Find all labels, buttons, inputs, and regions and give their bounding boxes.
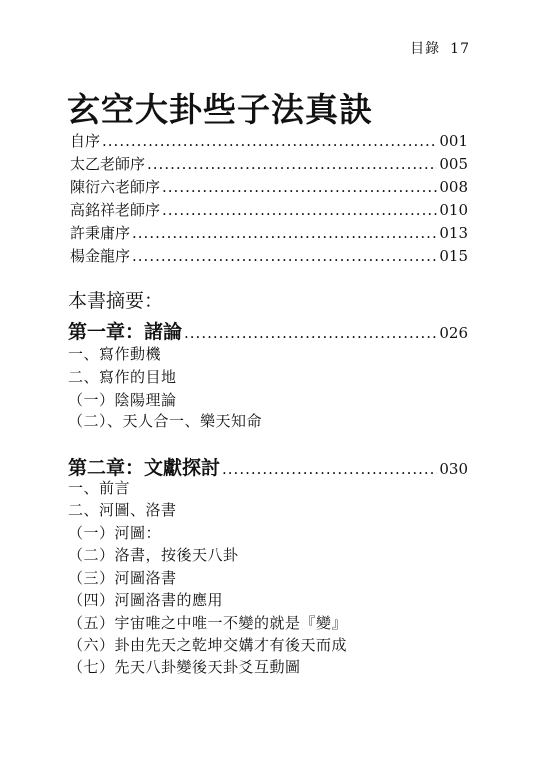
dot-leader: [162, 177, 437, 197]
chapter-2-item: 一、前言: [68, 479, 131, 497]
chapter-2-item: （一）河圖：: [68, 524, 162, 542]
toc-entry-label: 楊金龍序: [70, 247, 131, 265]
chapter-2-item: （七）先天八卦變後天卦爻互動圖: [68, 658, 301, 676]
toc-entry-page: 010: [439, 201, 468, 219]
toc-entry[interactable]: [70, 131, 468, 151]
chapter-1-page: 026: [439, 324, 468, 342]
header-page-number: 17: [450, 41, 470, 57]
toc-entry-label: 高銘祥老師序: [70, 201, 161, 219]
toc-entry-label: 許秉庸序: [70, 224, 131, 242]
toc-entry[interactable]: [70, 154, 468, 174]
dot-leader: [222, 460, 437, 478]
page-header: [410, 38, 470, 58]
header-section-label: 目錄: [410, 41, 441, 57]
chapter-2-item: （六）卦由先天之乾坤交媾才有後天而成: [68, 636, 348, 654]
dot-leader: [147, 154, 437, 174]
toc-entry-label: 陳衍六老師序: [70, 178, 161, 196]
chapter-2-entry[interactable]: [68, 453, 468, 480]
toc-entry-page: 008: [439, 178, 468, 196]
toc-entry-page: 013: [439, 224, 468, 242]
chapter-2-item: 二、河圖、洛書: [68, 501, 177, 519]
chapter-1-label: 第一章：諸論: [68, 321, 183, 343]
toc-entry-label: 太乙老師序: [70, 155, 146, 173]
chapter-2-item: （四）河圖洛書的應用: [68, 591, 224, 609]
chapter-2-label: 第二章：文獻探討: [68, 457, 221, 479]
toc-entry[interactable]: [70, 223, 468, 243]
chapter-2-item: （二）洛書，按後天八卦: [68, 546, 239, 564]
toc-entry-page: 005: [439, 155, 468, 173]
dot-leader: [132, 223, 437, 243]
toc-entry-page: 015: [439, 247, 468, 265]
toc-entry-label: 自序: [70, 132, 101, 150]
chapter-1-item: （二）、天人合一、樂天知命: [68, 412, 263, 430]
toc-entry[interactable]: [70, 177, 468, 197]
chapter-1-entry[interactable]: [68, 317, 468, 344]
chapter-1-item: 一、寫作動機: [68, 345, 162, 363]
chapter-2-item: （三）河圖洛書: [68, 569, 177, 587]
toc-entry[interactable]: [70, 200, 468, 220]
chapter-1-item: 二、寫作的目地: [68, 368, 177, 386]
book-title: 玄空大卦些子法真訣: [67, 90, 373, 129]
summary-heading: 本書摘要：: [68, 290, 164, 312]
toc-entry-page: 001: [439, 132, 468, 150]
dot-leader: [162, 200, 437, 220]
dot-leader: [132, 246, 437, 266]
chapter-2-item: （五）宇宙唯之中唯一不變的就是『變』: [68, 614, 348, 632]
dot-leader: [184, 324, 437, 342]
dot-leader: [102, 131, 437, 151]
chapter-1-item: （一）陰陽理論: [68, 391, 177, 409]
toc-entry[interactable]: [70, 246, 468, 266]
chapter-2-page: 030: [439, 460, 468, 478]
